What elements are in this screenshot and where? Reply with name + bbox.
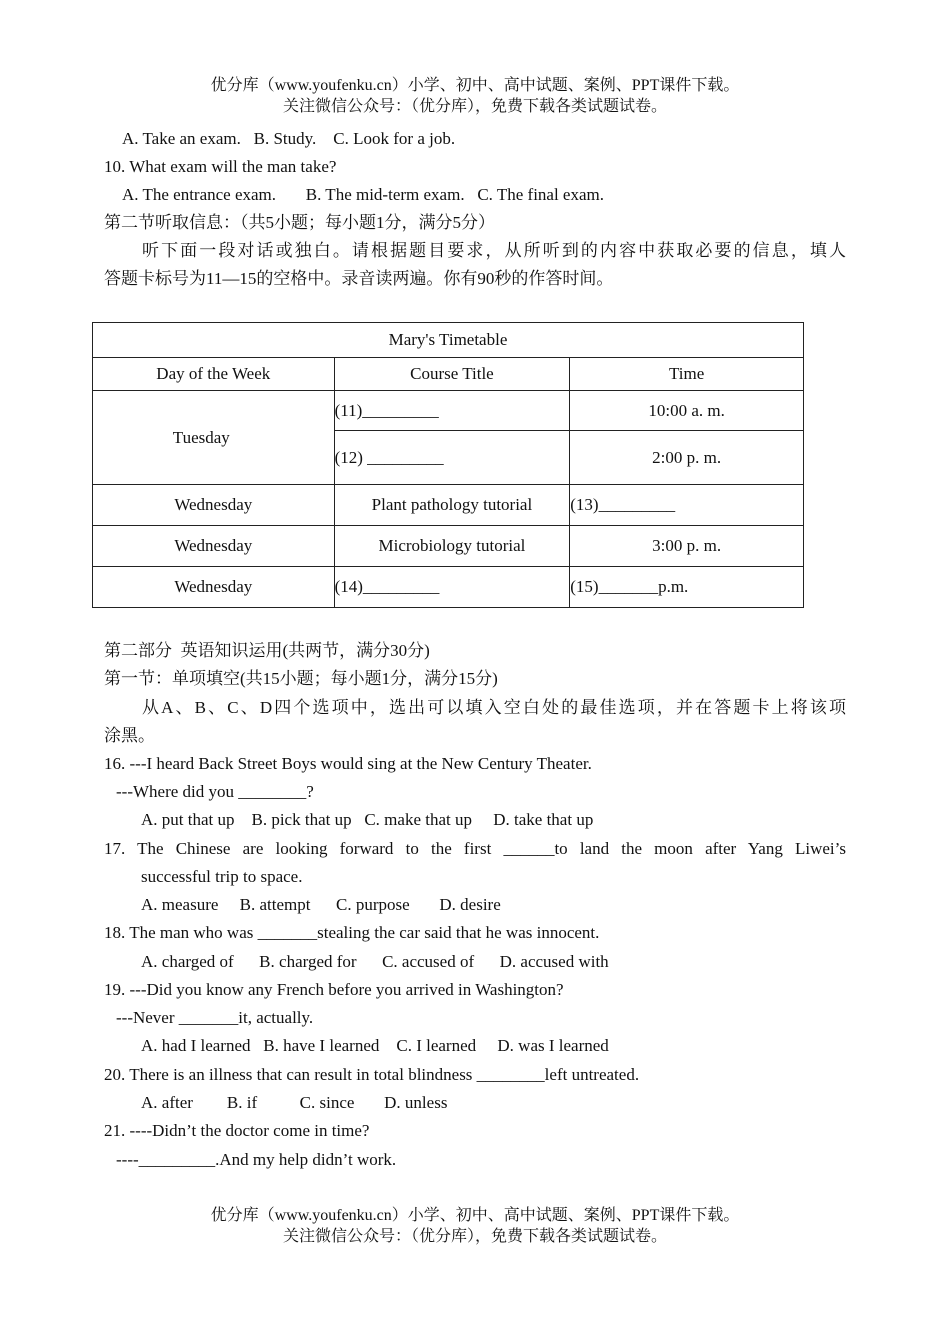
row-tuesday-day: Tuesday	[93, 391, 335, 485]
q10-options: A. The entrance exam. B. The mid-term exam. C. The final exam.	[122, 185, 604, 204]
blank-13: (13)_________	[570, 485, 804, 526]
q16-options: A. put that up B. pick that up C. make that up D. take that up	[141, 810, 594, 829]
q17-options: A. measure B. attempt C. purpose D. desire	[141, 895, 501, 914]
part2-section1-title: 第一节：单项填空(共15小题；每小题1分，满分15分)	[104, 669, 498, 688]
blank-12: (12) _________	[334, 431, 570, 485]
q19-line2: ---Never _______it, actually.	[116, 1008, 314, 1027]
part2-instruction-line1: 从A、B、C、D四个选项中，选出可以填入空白处的最佳选项，并在答题卡上将该项	[142, 698, 846, 717]
footer-watermark-line1: 优分库（www.youfenku.cn）小学、初中、高中试题、案例、PPT课件下载。	[210, 1207, 740, 1224]
section2-instruction-line1: 听下面一段对话或独白。请根据题目要求，从所听到的内容中获取必要的信息，填人	[142, 241, 846, 260]
time-tuesday-1: 10:00 a. m.	[570, 391, 804, 431]
q18-line1: 18. The man who was _______stealing the car said that he was innocent.	[104, 923, 600, 942]
q20-line1: 20. There is an illness that can result in total blindness ________left untreated.	[104, 1065, 640, 1084]
q18-options: A. charged of B. charged for C. accused of D. accused with	[141, 952, 609, 971]
q19-options: A. had I learned B. have I learned C. I learned D. was I learned	[141, 1036, 609, 1055]
q21-line2: ----_________.And my help didn’t work.	[116, 1150, 397, 1169]
q21-line1: 21. ----Didn’t the doctor come in time?	[104, 1121, 370, 1140]
section2-title: 第二节听取信息：（共5小题；每小题1分，满分5分）	[104, 213, 495, 232]
header-watermark-line1: 优分库（www.youfenku.cn）小学、初中、高中试题、案例、PPT课件下载。	[210, 77, 740, 94]
q17-line1: 17. The Chinese are looking forward to the first ______to land the moon after Yang Liwei’s	[104, 839, 846, 858]
section2-instruction-line2: 答题卡标号为11—15的空格中。录音读两遍。你有90秒的作答时间。	[104, 269, 614, 288]
header-watermark-line2: 关注微信公众号：（优分库），免费下载各类试题试卷。	[282, 98, 667, 115]
header-day: Day of the Week	[93, 358, 335, 391]
q17-line2: successful trip to space.	[141, 867, 303, 886]
row-wed1-course: Plant pathology tutorial	[334, 485, 570, 526]
header-time: Time	[570, 358, 804, 391]
row-wed2-time: 3:00 p. m.	[570, 526, 804, 567]
q16-line2: ---Where did you ________?	[116, 782, 314, 801]
timetable	[92, 322, 804, 608]
time-tuesday-2: 2:00 p. m.	[570, 431, 804, 485]
q16-line1: 16. ---I heard Back Street Boys would sing at the New Century Theater.	[104, 754, 592, 773]
q20-options: A. after B. if C. since D. unless	[141, 1093, 448, 1112]
q10-question: 10. What exam will the man take?	[104, 157, 337, 176]
q19-line1: 19. ---Did you know any French before you arrived in Washington?	[104, 980, 564, 999]
row-wed2-day: Wednesday	[93, 526, 335, 567]
q9-options: A. Take an exam. B. Study. C. Look for a job.	[122, 129, 456, 148]
row-wed3-day: Wednesday	[93, 567, 335, 608]
footer-watermark-line2: 关注微信公众号：（优分库），免费下载各类试题试卷。	[282, 1228, 667, 1245]
timetable-title: Mary's Timetable	[93, 323, 804, 358]
blank-11: (11)_________	[334, 391, 570, 431]
row-wed2-course: Microbiology tutorial	[334, 526, 570, 567]
part2-instruction-line2: 涂黑。	[104, 726, 155, 745]
part2-title: 第二部分 英语知识运用(共两节，满分30分)	[104, 641, 430, 660]
blank-15: (15)_______p.m.	[570, 567, 804, 608]
row-wed1-day: Wednesday	[93, 485, 335, 526]
header-course: Course Title	[334, 358, 570, 391]
blank-14: (14)_________	[334, 567, 570, 608]
